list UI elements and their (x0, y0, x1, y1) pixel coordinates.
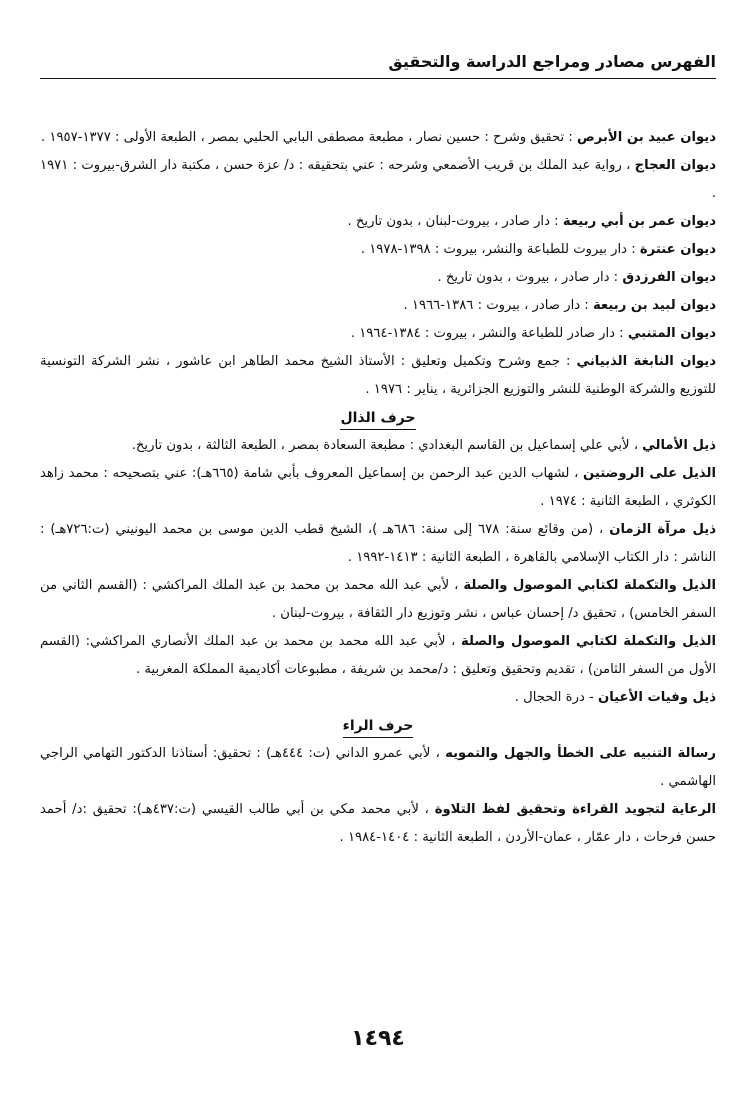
entry-details: ، لأبي عبد الله محمد بن محمد بن عبد الملك المراكشي : (القسم الثاني من السفر الخامس) ، تحقيق د/ إحسان عباس ، نشر وتوزيع دار الثقافة ، بيروت-لبنان . (40, 578, 716, 621)
bibliography-entry (40, 740, 716, 796)
page-number: ١٤٩٤ (351, 1026, 405, 1051)
bibliography-entry (40, 684, 716, 712)
entry-details: ، رواية عبد الملك بن قريب الأصمعي وشرحه : عني بتحقيقه : د/ عزة حسن ، مكتبة دار الشرق-بيروت : ١٩٧١ . (40, 158, 716, 201)
entry-details: : دار صادر ، بيروت ، بدون تاريخ . (437, 270, 623, 285)
bibliography-content (40, 124, 716, 852)
entry-title: ديوان لبيد بن ربيعة (592, 298, 716, 313)
entry-details: - درة الحجال . (514, 690, 598, 705)
entry-title: الذيل على الروضتين (583, 466, 716, 481)
entry-title: ديوان العجاج (634, 158, 716, 173)
entry-title: رسالة التنبيه على الخطأ والجهل والتمويه (445, 746, 716, 761)
entry-details: ، لأبي محمد مكي بن أبي طالب القيسي (ت:٤٣٧هـ): تحقيق :د/ أحمد حسن فرحات ، دار عمّار ، عمان-الأردن ، الطبعة الثانية : ١٤٠٤-١٩٨٤ . (40, 802, 716, 845)
entry-title: ذيل الأمالي (642, 438, 716, 453)
bibliography-entry (40, 264, 716, 292)
entry-details: : دار صادر ، بيروت-لبنان ، بدون تاريخ . (347, 214, 563, 229)
entry-title: ديوان المتنبي (627, 326, 716, 341)
entry-title: ديوان الفرزدق (622, 270, 716, 285)
entry-title: الذيل والتكملة لكتابي الموصول والصلة (460, 634, 717, 649)
section-heading (40, 404, 716, 432)
bibliography-entry (40, 432, 716, 460)
entry-title: ديوان عبيد بن الأبرص (577, 130, 716, 145)
entry-details: ، لأبي عبد الله محمد بن محمد بن عبد الملك الأنصاري المراكشي: (القسم الأول من السفر الثامن) ، تقديم وتحقيق وتعليق : د/محمد بن شريفة ، مطبوعات أكاديمية المملكة المغربية . (40, 634, 716, 677)
entry-details: ، لأبي علي إسماعيل بن القاسم البغدادي : مطبعة السعادة بمصر ، الطبعة الثالثة ، بدون تاريخ. (131, 438, 643, 453)
bibliography-entry (40, 628, 716, 684)
entry-details: : تحقيق وشرح : حسين نصار ، مطبعة مصطفى البابي الحلبي بمصر ، الطبعة الأولى : ١٣٧٧-١٩٥٧ . (40, 130, 578, 145)
entry-details: : دار صادر ، بيروت : ١٣٨٦-١٩٦٦ . (403, 298, 593, 313)
running-header: الفهرس مصادر ومراجع الدراسة والتحقيق (388, 52, 716, 71)
entry-title: الرعاية لتجويد القراءة وتحقيق لفظ التلاوة (434, 802, 716, 817)
entry-title: ديوان عمر بن أبي ربيعة (562, 214, 716, 229)
section-heading-text: حرف الراء (343, 715, 414, 738)
bibliography-entry (40, 292, 716, 320)
entry-details: ، لأبي عمرو الداني (ت: ٤٤٤هـ) : تحقيق: أستاذنا الدكتور التهامي الراجي الهاشمي . (40, 746, 716, 789)
bibliography-entry (40, 796, 716, 852)
bibliography-entry (40, 208, 716, 236)
entry-details: : دار بيروت للطباعة والنشر، بيروت : ١٣٩٨-١٩٧٨ . (360, 242, 640, 257)
bibliography-entry (40, 348, 716, 404)
entry-title: ذيل مرآة الزمان (609, 522, 716, 537)
bibliography-entry (40, 516, 716, 572)
entry-title: ديوان النابغة الذبياني (576, 354, 716, 369)
entry-details: : جمع وشرح وتكميل وتعليق : الأستاذ الشيخ محمد الطاهر ابن عاشور ، نشر الشركة التونسية للتوزيع والشركة الوطنية للنشر والتوزيع الجزائرية ، يناير : ١٩٧٦ . (40, 354, 716, 397)
bibliography-entry (40, 124, 716, 152)
header-rule (40, 78, 716, 79)
section-heading-text: حرف الذال (340, 407, 415, 430)
entry-details: ، (من وقائع سنة: ٦٧٨ إلى سنة: ٦٨٦هـ )، الشيخ قطب الدين موسى بن محمد اليونيني (ت:٧٢٦هـ) : الناشر : دار الكتاب الإسلامي بالقاهرة ، الطبعة الثانية : ١٤١٣-١٩٩٢ . (40, 522, 716, 565)
bibliography-entry (40, 460, 716, 516)
bibliography-entry (40, 152, 716, 208)
bibliography-entry (40, 320, 716, 348)
entry-details: : دار صادر للطباعة والنشر ، بيروت : ١٣٨٤-١٩٦٤ . (350, 326, 628, 341)
bibliography-entry (40, 572, 716, 628)
entry-title: ذيل وفيات الأعيان (597, 690, 716, 705)
entry-details: ، لشهاب الدين عبد الرحمن بن إسماعيل المعروف بأبي شامة (٦٦٥هـ): عني بتصحيحه : محمد زاهد الكوثري ، الطبعة الثانية : ١٩٧٤ . (40, 466, 716, 509)
section-heading (40, 712, 716, 740)
entry-title: ديوان عنترة (639, 242, 716, 257)
bibliography-entry (40, 236, 716, 264)
entry-title: الذيل والتكملة لكتابي الموصول والصلة (463, 578, 716, 593)
